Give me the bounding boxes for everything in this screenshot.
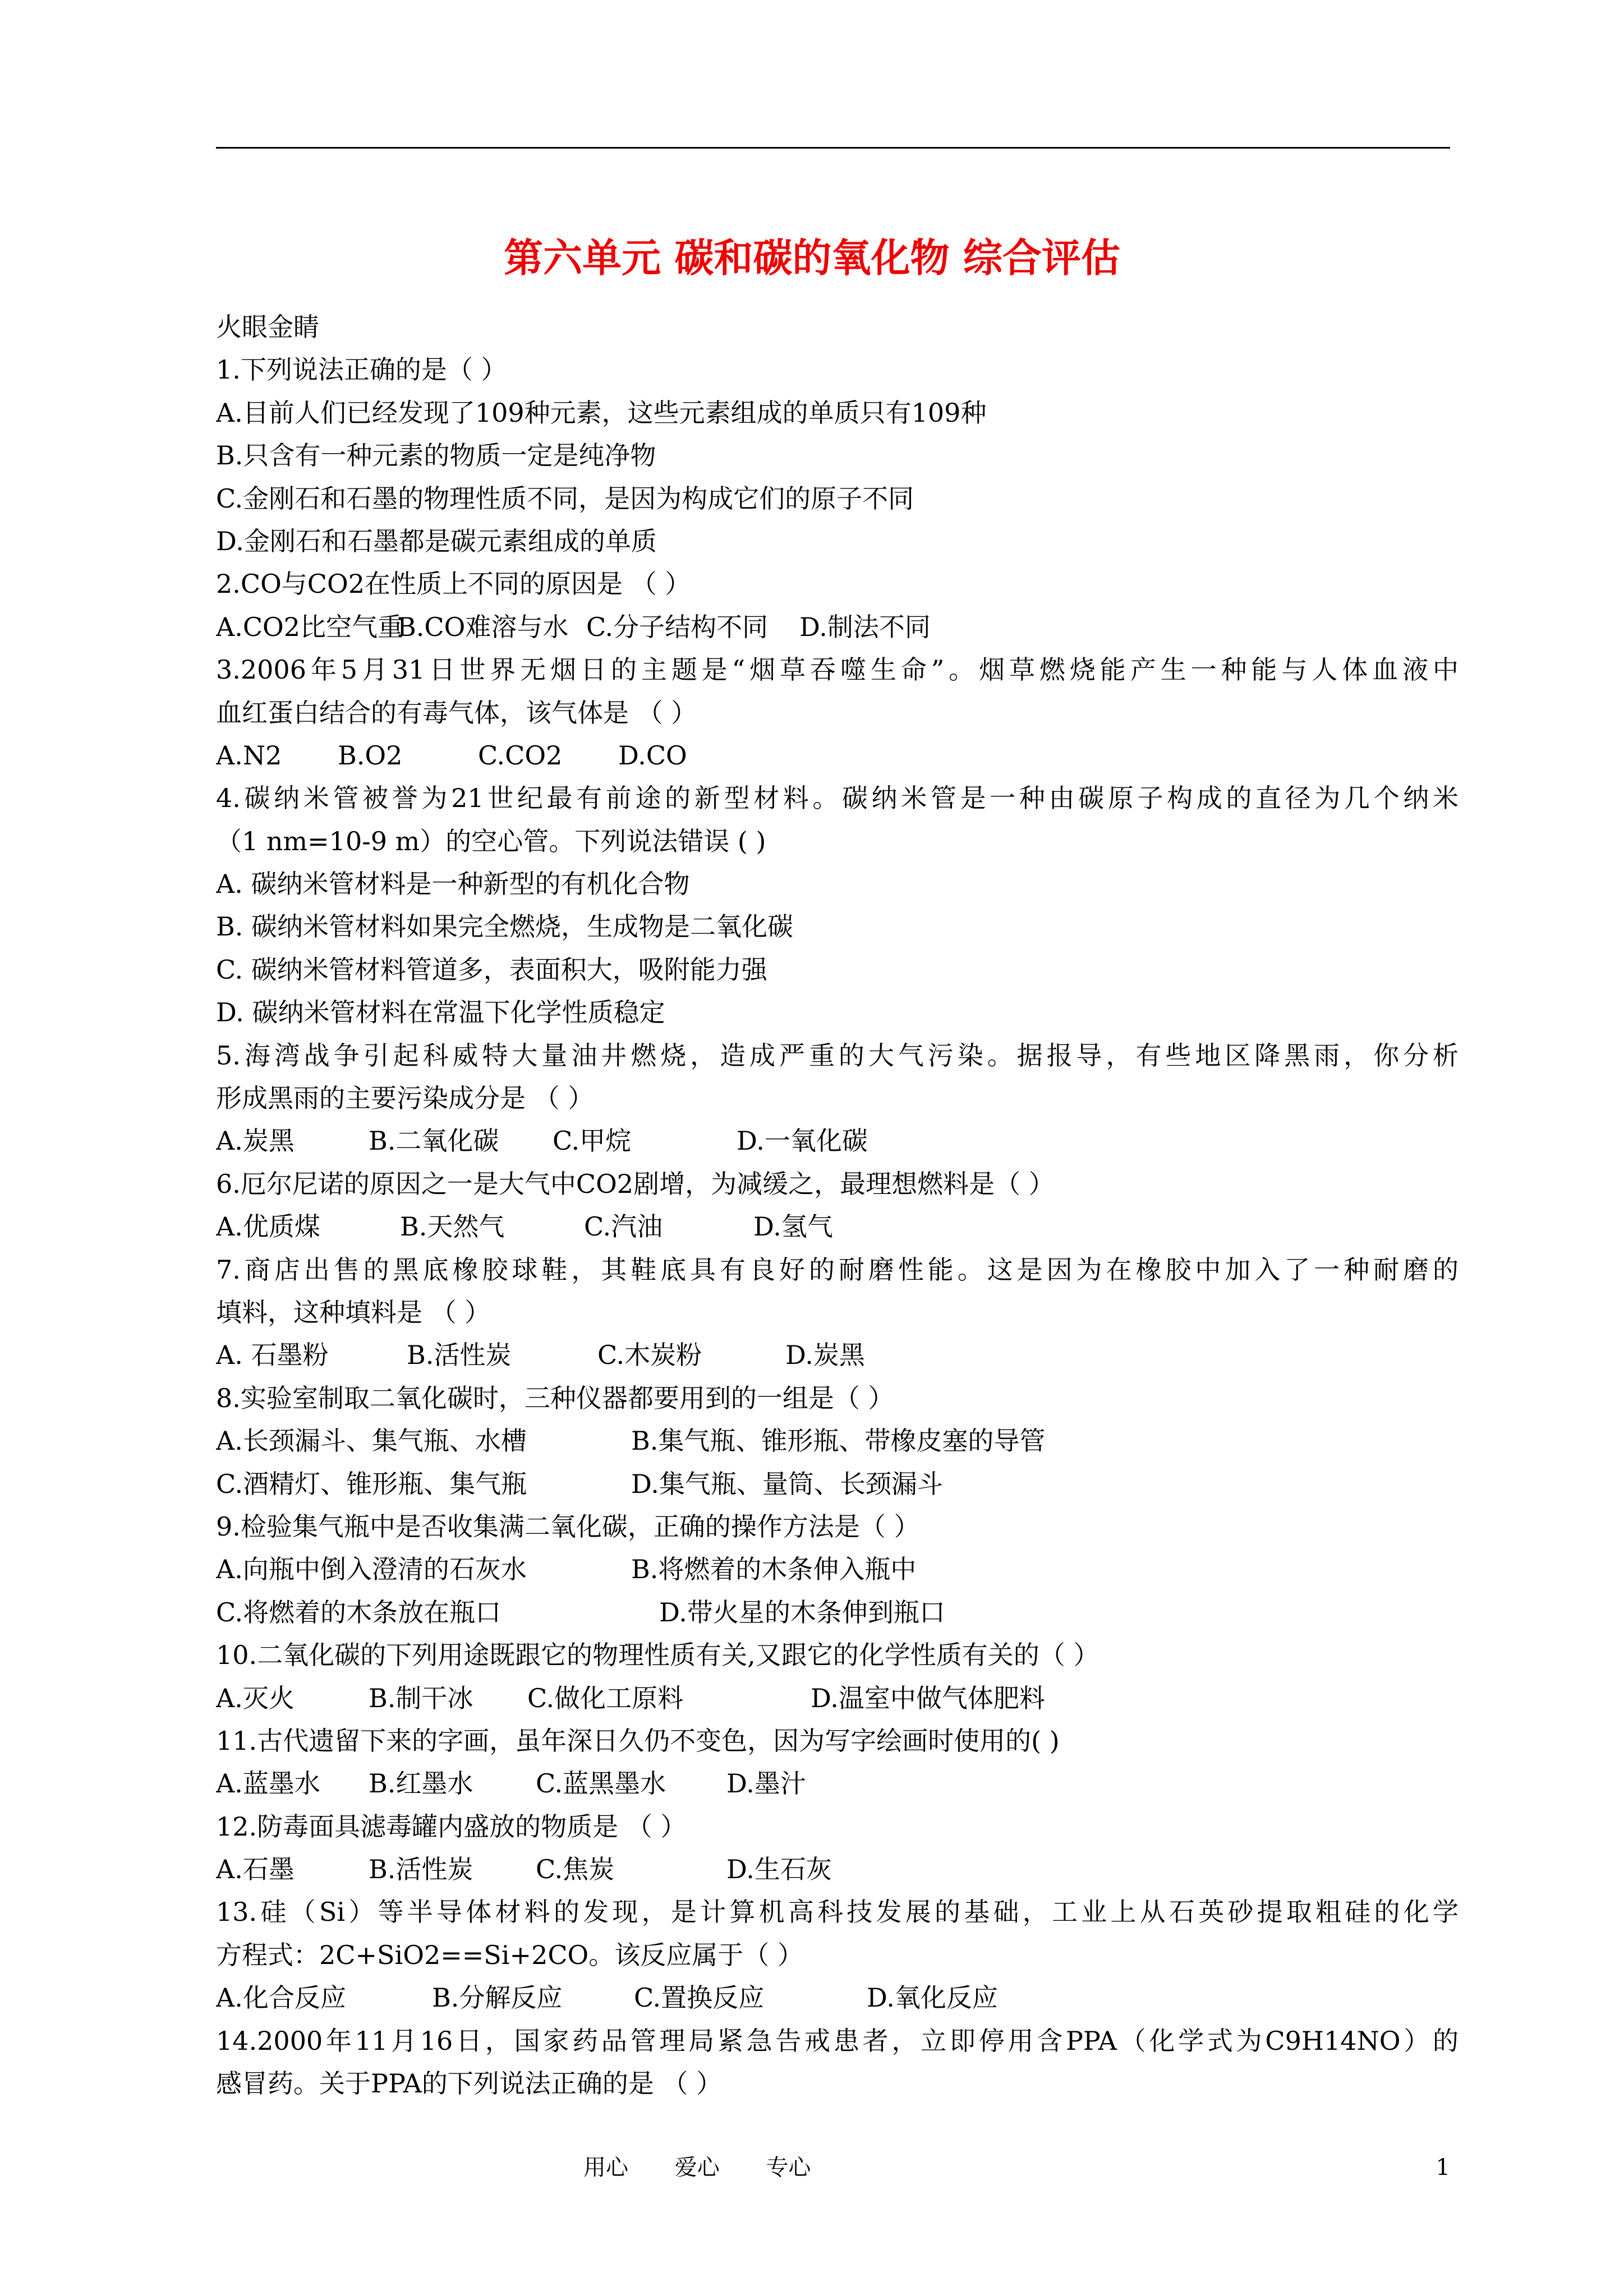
question-line xyxy=(216,1377,1459,1419)
line-text: 3.2006年5月31日世界无烟日的主题是“烟草吞噬生命”。烟草燃烧能产生一种能与人体血液中 xyxy=(216,654,1459,685)
footer-label: 爱心 xyxy=(674,2155,720,2180)
question-line xyxy=(216,648,1459,691)
line-text: 13.硅（Si）等半导体材料的发现，是计算机高科技发展的基础，工业上从石英砂提取粗硅的化学 xyxy=(216,1897,1459,1928)
option-row xyxy=(216,1762,1459,1805)
option-text: B.将燃着的木条伸入瓶中 xyxy=(631,1554,917,1585)
header-rule xyxy=(216,147,1450,149)
line-text: B. 碳纳米管材料如果完全燃烧，生成物是二氧化碳 xyxy=(216,911,794,942)
question-line xyxy=(216,1505,1459,1548)
line-text: 12.防毒面具滤毒罐内盛放的物质是 （ ） xyxy=(216,1811,687,1842)
line-text: 6.厄尔尼诺的原因之一是大气中CO2剧增，为减缓之，最理想燃料是（ ） xyxy=(216,1168,1055,1199)
option-text: C.分子结构不同 xyxy=(586,611,769,642)
line-text: A.目前人们已经发现了109种元素，这些元素组成的单质只有109种 xyxy=(216,397,987,428)
option-row xyxy=(216,606,1459,648)
line-text: 14.2000年11月16日，国家药品管理局紧急告戒患者，立即停用含PPA（化学式为C9H14NO）的 xyxy=(216,2025,1459,2056)
option-row xyxy=(216,734,1459,777)
document-title: 第六单元 碳和碳的氧化物 综合评估 xyxy=(504,234,1120,281)
question-line xyxy=(216,820,1459,863)
line-text: （1 nm=10-9 m）的空心管。下列说法错误 ( ) xyxy=(216,826,766,856)
question-line xyxy=(216,1634,1459,1676)
line-text: 火眼金睛 xyxy=(216,312,319,342)
question-line xyxy=(216,1291,1459,1334)
option-text: C.木炭粉 xyxy=(597,1340,702,1371)
question-line xyxy=(216,1719,1459,1762)
line-text: 8.实验室制取二氧化碳时，三种仪器都要用到的一组是（ ） xyxy=(216,1382,894,1413)
option-row xyxy=(216,520,1459,563)
question-line xyxy=(216,2020,1459,2062)
line-text: 5.海湾战争引起科威特大量油井燃烧，造成严重的大气污染。据报导，有些地区降黑雨，你分析 xyxy=(216,1040,1459,1071)
option-text: D.生石灰 xyxy=(726,1854,832,1885)
option-text: A.炭黑 xyxy=(216,1126,295,1156)
option-row xyxy=(216,1677,1459,1719)
option-text: D.炭黑 xyxy=(785,1340,865,1371)
option-text: B.红墨水 xyxy=(369,1768,473,1799)
line-text: C. 碳纳米管材料管道多，表面积大，吸附能力强 xyxy=(216,954,767,985)
option-row xyxy=(216,1205,1459,1248)
question-line xyxy=(216,777,1459,819)
option-text: A.长颈漏斗、集气瓶、水槽 xyxy=(216,1426,527,1456)
option-row xyxy=(216,1548,1459,1590)
option-text: C.做化工原料 xyxy=(527,1682,684,1713)
option-text: D.一氧化碳 xyxy=(737,1126,868,1156)
option-text: C.置换反应 xyxy=(634,1983,765,2013)
line-text: 方程式：2C+SiO2==Si+2CO。该反应属于（ ） xyxy=(216,1939,803,1970)
question-line xyxy=(216,1163,1459,1205)
option-text: A.N2 xyxy=(216,740,282,771)
line-text: 9.检验集气瓶中是否收集满二氧化碳，正确的操作方法是（ ） xyxy=(216,1511,920,1542)
option-text: A.CO2比空气重 xyxy=(216,611,404,642)
option-row xyxy=(216,1334,1459,1376)
option-row xyxy=(216,1119,1459,1162)
option-row xyxy=(216,1419,1459,1462)
option-row xyxy=(216,991,1459,1034)
option-text: C.焦炭 xyxy=(536,1854,615,1885)
question-line xyxy=(216,1934,1459,1976)
line-text: 感冒药。关于PPA的下列说法正确的是 （ ） xyxy=(216,2068,723,2099)
line-text: 血红蛋白结合的有毒气体，该气体是 （ ） xyxy=(216,697,697,728)
option-text: A.化合反应 xyxy=(216,1983,346,2013)
question-line xyxy=(216,1077,1459,1119)
option-text: C.蓝黑墨水 xyxy=(536,1768,666,1799)
option-text: D.氢气 xyxy=(753,1211,833,1242)
option-text: D.温室中做气体肥料 xyxy=(811,1682,1045,1713)
option-text: A.优质煤 xyxy=(216,1211,320,1242)
option-text: D.制法不同 xyxy=(799,611,931,642)
option-text: D.墨汁 xyxy=(726,1768,806,1799)
question-line xyxy=(216,348,1459,391)
option-row xyxy=(216,1463,1459,1505)
line-text: D. 碳纳米管材料在常温下化学性质稳定 xyxy=(216,997,665,1028)
option-text: B.集气瓶、锥形瓶、带橡皮塞的导管 xyxy=(631,1426,1046,1456)
line-text: D.金刚石和石墨都是碳元素组成的单质 xyxy=(216,525,657,556)
footer-label: 专心 xyxy=(766,2155,811,2180)
option-text: B.天然气 xyxy=(400,1211,505,1242)
footer-labels xyxy=(583,2151,1032,2184)
option-text: D.氧化反应 xyxy=(867,1983,998,2013)
option-text: A.向瓶中倒入澄清的石灰水 xyxy=(216,1554,527,1585)
option-text: B.分解反应 xyxy=(432,1983,563,2013)
line-text: 1.下列说法正确的是（ ） xyxy=(216,354,507,385)
option-text: D.带火星的木条伸到瓶口 xyxy=(659,1597,945,1628)
option-text: A. 石墨粉 xyxy=(216,1340,329,1371)
question-list xyxy=(216,306,1459,2105)
question-line xyxy=(216,1034,1459,1077)
footer-label: 用心 xyxy=(583,2155,628,2180)
option-row xyxy=(216,863,1459,905)
option-text: A.蓝墨水 xyxy=(216,1768,320,1799)
line-text: 2.CO与CO2在性质上不同的原因是 （ ） xyxy=(216,569,691,600)
question-line xyxy=(216,1248,1459,1291)
line-text: 7.商店出售的黑底橡胶球鞋，其鞋底具有良好的耐磨性能。这是因为在橡胶中加入了一种耐磨的 xyxy=(216,1254,1459,1285)
line-text: 4.碳纳米管被誉为21世纪最有前途的新型材料。碳纳米管是一种由碳原子构成的直径为几个纳米 xyxy=(216,783,1459,814)
option-text: B.活性炭 xyxy=(369,1854,473,1885)
option-text: C.甲烷 xyxy=(553,1126,632,1156)
line-text: 形成黑雨的主要污染成分是 （ ） xyxy=(216,1083,594,1114)
option-text: C.酒精灯、锥形瓶、集气瓶 xyxy=(216,1468,527,1499)
option-row xyxy=(216,477,1459,520)
option-text: B.制干冰 xyxy=(369,1682,473,1713)
question-line xyxy=(216,691,1459,734)
option-text: B.CO难溶与水 xyxy=(397,611,569,642)
option-text: D.CO xyxy=(618,740,687,771)
option-text: C.汽油 xyxy=(584,1211,663,1242)
option-text: C.CO2 xyxy=(478,740,563,771)
option-text: D.集气瓶、量筒、长颈漏斗 xyxy=(631,1468,943,1499)
question-line xyxy=(216,2062,1459,2105)
option-row xyxy=(216,1591,1459,1634)
question-line xyxy=(216,1805,1459,1848)
option-row xyxy=(216,948,1459,991)
option-row xyxy=(216,391,1459,434)
option-text: A.灭火 xyxy=(216,1682,295,1713)
line-text: 填料，这种填料是 （ ） xyxy=(216,1297,491,1327)
option-row xyxy=(216,434,1459,477)
option-text: B.二氧化碳 xyxy=(369,1126,499,1156)
option-row xyxy=(216,1848,1459,1891)
option-text: B.活性炭 xyxy=(407,1340,512,1371)
line-text: C.金刚石和石墨的物理性质不同，是因为构成它们的原子不同 xyxy=(216,483,914,514)
option-row xyxy=(216,1976,1459,2019)
line-text: A. 碳纳米管材料是一种新型的有机化合物 xyxy=(216,869,690,900)
page-number: 1 xyxy=(1436,2155,1450,2180)
question-line xyxy=(216,563,1459,605)
option-text: A.石墨 xyxy=(216,1854,295,1885)
line-text: 11.古代遗留下来的字画，虽年深日久仍不变色，因为写字绘画时使用的( ) xyxy=(216,1725,1060,1756)
option-text: C.将燃着的木条放在瓶口 xyxy=(216,1597,502,1628)
line-text: 10.二氧化碳的下列用途既跟它的物理性质有关,又跟它的化学性质有关的（ ） xyxy=(216,1640,1099,1671)
section-heading xyxy=(216,306,1459,348)
line-text: B.只含有一种元素的物质一定是纯净物 xyxy=(216,440,656,471)
option-text: B.O2 xyxy=(338,740,403,771)
option-row xyxy=(216,905,1459,948)
question-line xyxy=(216,1891,1459,1933)
